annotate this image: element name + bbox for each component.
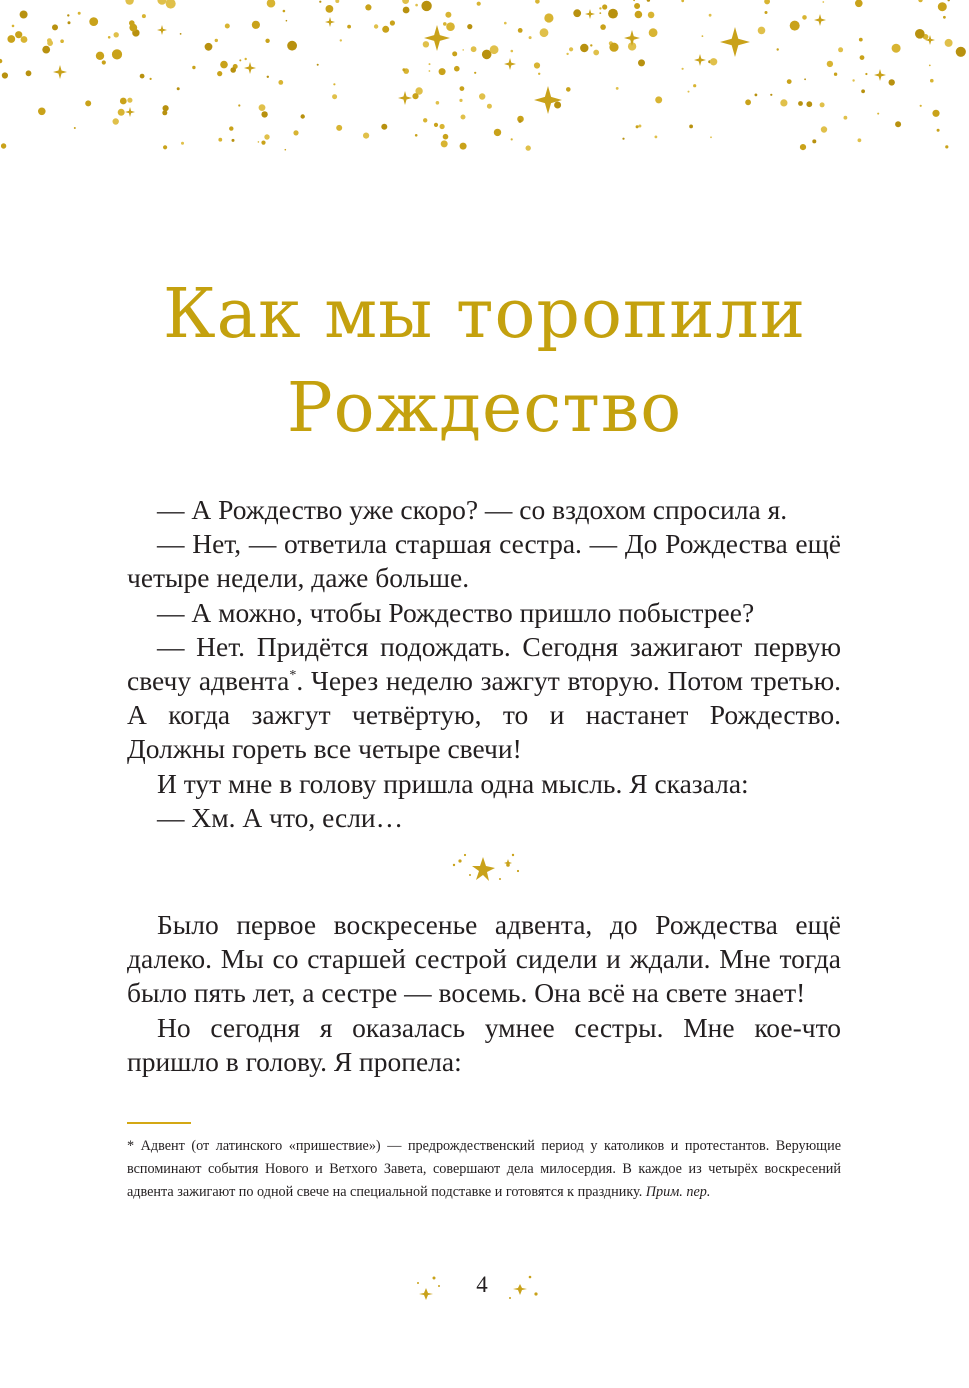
gold-confetti-stars-decoration [0,0,969,160]
page-number: 4 [476,1272,488,1297]
chapter-title-line-2: Рождество [286,369,683,448]
chapter-title [0,268,969,456]
paragraph: — А можно, чтобы Рождество пришло побыстрее? [157,596,755,628]
paragraph-text: — Нет. Придётся подождать. Сегодня зажигают первую свечу адвента [127,630,841,697]
paragraph-text: . Через неделю зажгут вторую. Потом третью. А когда зажгут четвёртую, то и настанет Рождество. Должны гореть все четыре свечи! [127,665,841,765]
footnote-marker: * [289,668,297,684]
paragraph [127,630,841,767]
paragraph: — А Рождество уже скоро? — со вздохом спросила я. [157,494,788,525]
paragraph: — Нет, — ответила старшая сестра. — До Рождества ещё четыре недели, даже больше. [127,528,841,594]
paragraph: — Хм. А что, если… [157,801,404,833]
chapter-title-line-1: Как мы торопили [162,275,807,354]
text-section-1 [127,493,841,835]
paragraph: Было первое воскресенье адвента, до Рождества ещё далеко. Мы со старшей сестрой сидели и ждали. Мне тогда было пять лет, а сестре — восемь. Она всё на свете знает! [127,909,841,1009]
footnote [127,1135,841,1204]
footnote-text: * Адвент (от латинского «пришествие») — предрождественский период у католиков и протестантов. Верующие вспоминают события Нового и Ветхого Завета, совершают дела милосердия. В каждое из четырёх воскресений адвента зажигают по одной свече на специальной подставке и готовятся к празднику. [127,1138,841,1200]
text-section-2 [127,908,841,1079]
footnote-rule [127,1122,191,1124]
star-divider-icon [438,835,538,895]
paragraph: Но сегодня я оказалась умнее сестры. Мне кое-что пришло в голову. Я пропела: [127,1011,841,1077]
footnote-note: Прим. пер. [645,1184,711,1200]
paragraph: И тут мне в голову пришла одна мысль. Я сказала: [157,767,749,799]
